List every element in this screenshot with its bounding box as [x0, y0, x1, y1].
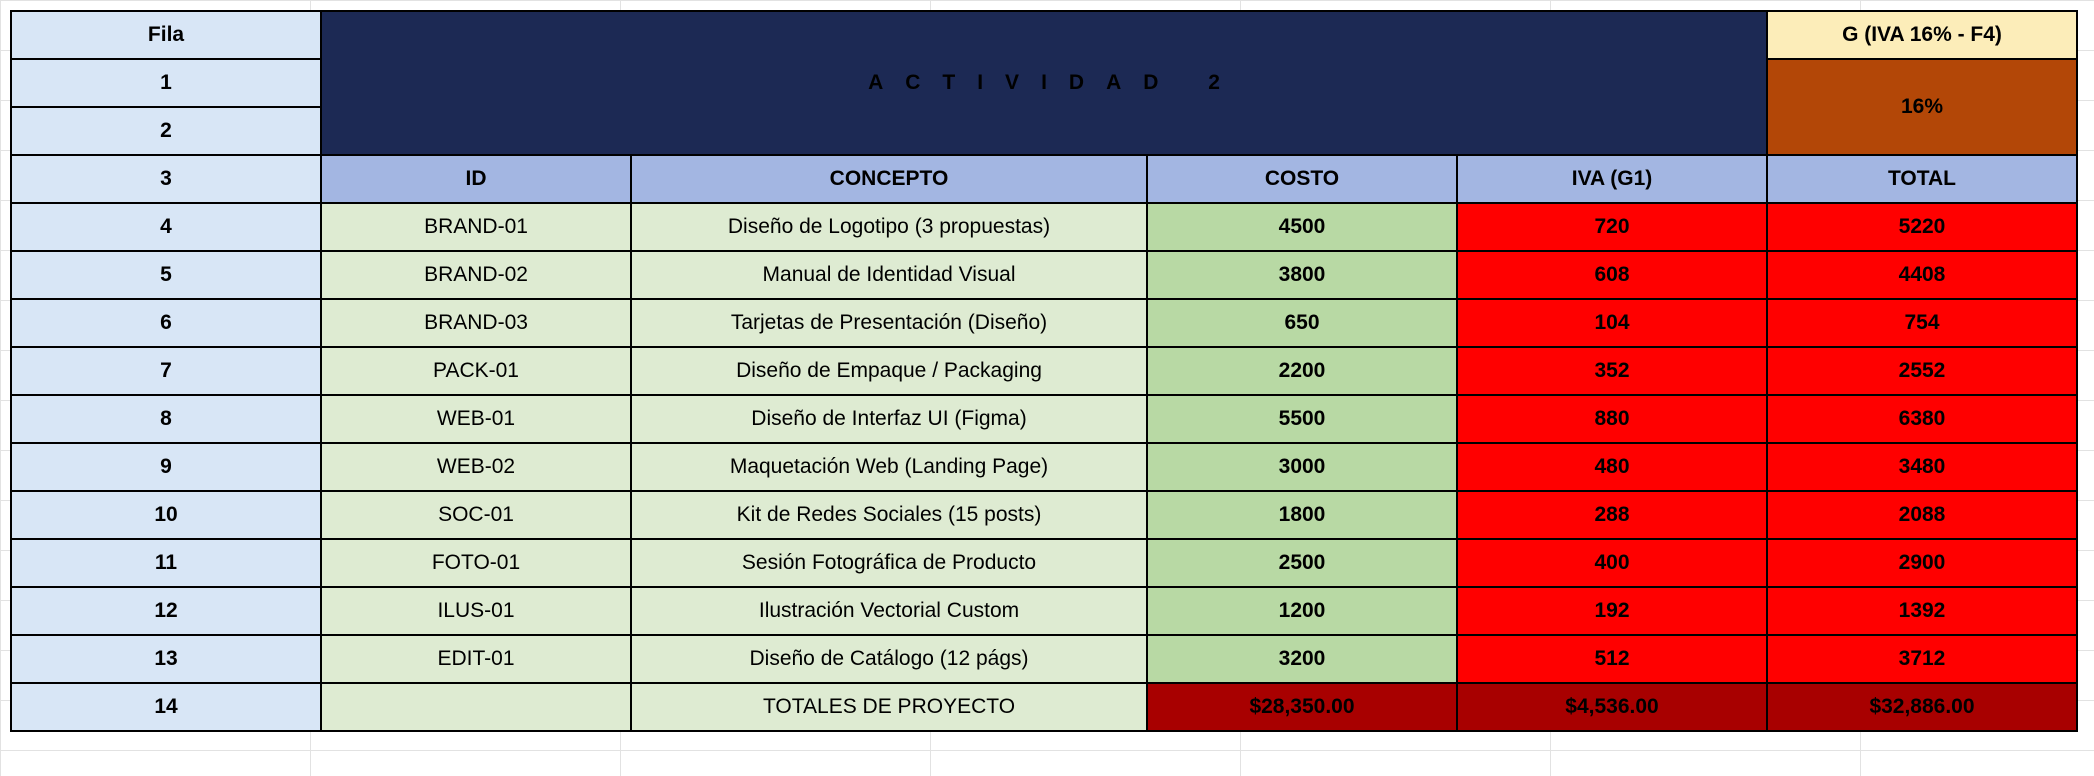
costo-cell[interactable]: 5500 — [1147, 395, 1457, 443]
concepto-cell[interactable]: Ilustración Vectorial Custom — [631, 587, 1147, 635]
title-cell[interactable]: ACTIVIDAD 2 — [321, 11, 1767, 155]
column-header-row — [11, 155, 2077, 203]
id-cell[interactable]: EDIT-01 — [321, 635, 631, 683]
concepto-cell[interactable]: Maquetación Web (Landing Page) — [631, 443, 1147, 491]
total-cell[interactable]: 2900 — [1767, 539, 2077, 587]
g-header-cell[interactable]: G (IVA 16% - F4) — [1767, 11, 2077, 59]
row-number-cell[interactable]: 7 — [11, 347, 321, 395]
totals-row — [11, 683, 2077, 731]
row-number-cell[interactable]: 3 — [11, 155, 321, 203]
totals-total-cell[interactable]: $32,886.00 — [1767, 683, 2077, 731]
row-number-cell[interactable]: 1 — [11, 59, 321, 107]
total-cell[interactable]: 4408 — [1767, 251, 2077, 299]
id-cell[interactable]: WEB-01 — [321, 395, 631, 443]
iva-cell[interactable]: 512 — [1457, 635, 1767, 683]
table-row — [11, 539, 2077, 587]
table-row — [11, 251, 2077, 299]
row-number-cell[interactable]: 4 — [11, 203, 321, 251]
g-value-cell[interactable]: 16% — [1767, 59, 2077, 155]
table-row — [11, 203, 2077, 251]
iva-cell[interactable]: 288 — [1457, 491, 1767, 539]
total-cell[interactable]: 3480 — [1767, 443, 2077, 491]
totals-iva-cell[interactable]: $4,536.00 — [1457, 683, 1767, 731]
column-header-total[interactable]: TOTAL — [1767, 155, 2077, 203]
total-cell[interactable]: 1392 — [1767, 587, 2077, 635]
column-header-iva[interactable]: IVA (G1) — [1457, 155, 1767, 203]
row-number-cell[interactable]: 11 — [11, 539, 321, 587]
costo-cell[interactable]: 2500 — [1147, 539, 1457, 587]
column-header-id[interactable]: ID — [321, 155, 631, 203]
table-row — [11, 443, 2077, 491]
concepto-cell[interactable]: Diseño de Empaque / Packaging — [631, 347, 1147, 395]
totals-label-cell[interactable]: TOTALES DE PROYECTO — [631, 683, 1147, 731]
id-cell[interactable]: FOTO-01 — [321, 539, 631, 587]
concepto-cell[interactable]: Manual de Identidad Visual — [631, 251, 1147, 299]
iva-cell[interactable]: 352 — [1457, 347, 1767, 395]
table-row — [11, 635, 2077, 683]
table-row — [11, 587, 2077, 635]
iva-cell[interactable]: 480 — [1457, 443, 1767, 491]
concepto-cell[interactable]: Diseño de Catálogo (12 págs) — [631, 635, 1147, 683]
iva-cell[interactable]: 192 — [1457, 587, 1767, 635]
row-number-cell[interactable]: 5 — [11, 251, 321, 299]
id-cell[interactable]: ILUS-01 — [321, 587, 631, 635]
iva-cell[interactable]: 104 — [1457, 299, 1767, 347]
costo-cell[interactable]: 3200 — [1147, 635, 1457, 683]
row-number-cell[interactable]: 6 — [11, 299, 321, 347]
iva-cell[interactable]: 880 — [1457, 395, 1767, 443]
row-number-cell[interactable]: 9 — [11, 443, 321, 491]
id-cell[interactable]: WEB-02 — [321, 443, 631, 491]
totals-costo-cell[interactable]: $28,350.00 — [1147, 683, 1457, 731]
column-header-concepto[interactable]: CONCEPTO — [631, 155, 1147, 203]
iva-cell[interactable]: 720 — [1457, 203, 1767, 251]
header-row-fila — [11, 11, 2077, 59]
concepto-cell[interactable]: Kit de Redes Sociales (15 posts) — [631, 491, 1147, 539]
total-cell[interactable]: 2088 — [1767, 491, 2077, 539]
concepto-cell[interactable]: Sesión Fotográfica de Producto — [631, 539, 1147, 587]
costo-cell[interactable]: 4500 — [1147, 203, 1457, 251]
table-row — [11, 299, 2077, 347]
row-number-cell[interactable]: 14 — [11, 683, 321, 731]
costo-cell[interactable]: 650 — [1147, 299, 1457, 347]
activity-table — [10, 10, 2078, 732]
row-number-cell[interactable]: 10 — [11, 491, 321, 539]
total-cell[interactable]: 2552 — [1767, 347, 2077, 395]
id-cell[interactable]: SOC-01 — [321, 491, 631, 539]
total-cell[interactable]: 754 — [1767, 299, 2077, 347]
id-cell[interactable]: BRAND-02 — [321, 251, 631, 299]
iva-cell[interactable]: 400 — [1457, 539, 1767, 587]
concepto-cell[interactable]: Tarjetas de Presentación (Diseño) — [631, 299, 1147, 347]
total-cell[interactable]: 3712 — [1767, 635, 2077, 683]
id-cell[interactable]: BRAND-01 — [321, 203, 631, 251]
column-header-costo[interactable]: COSTO — [1147, 155, 1457, 203]
iva-cell[interactable]: 608 — [1457, 251, 1767, 299]
row-number-cell[interactable]: 8 — [11, 395, 321, 443]
costo-cell[interactable]: 2200 — [1147, 347, 1457, 395]
costo-cell[interactable]: 1200 — [1147, 587, 1457, 635]
totals-empty-cell[interactable] — [321, 683, 631, 731]
total-cell[interactable]: 6380 — [1767, 395, 2077, 443]
row-number-cell[interactable]: 13 — [11, 635, 321, 683]
id-cell[interactable]: PACK-01 — [321, 347, 631, 395]
costo-cell[interactable]: 3800 — [1147, 251, 1457, 299]
costo-cell[interactable]: 1800 — [1147, 491, 1457, 539]
table-row — [11, 491, 2077, 539]
concepto-cell[interactable]: Diseño de Interfaz UI (Figma) — [631, 395, 1147, 443]
costo-cell[interactable]: 3000 — [1147, 443, 1457, 491]
table-row — [11, 395, 2077, 443]
row-number-cell[interactable]: 2 — [11, 107, 321, 155]
total-cell[interactable]: 5220 — [1767, 203, 2077, 251]
row-number-cell[interactable]: 12 — [11, 587, 321, 635]
table-row — [11, 347, 2077, 395]
fila-header-cell[interactable]: Fila — [11, 11, 321, 59]
concepto-cell[interactable]: Diseño de Logotipo (3 propuestas) — [631, 203, 1147, 251]
id-cell[interactable]: BRAND-03 — [321, 299, 631, 347]
